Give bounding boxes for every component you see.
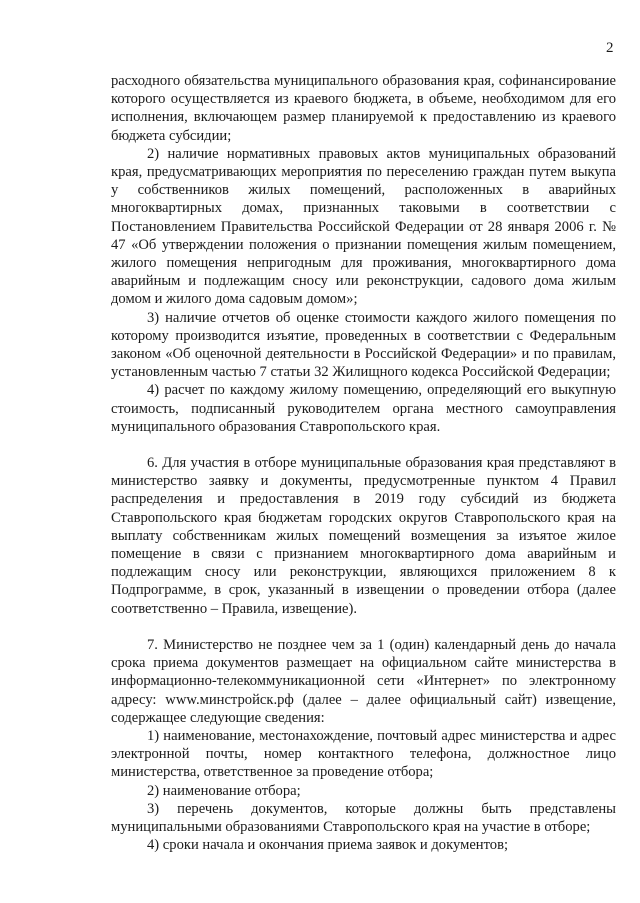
paragraph: 4) расчет по каждому жилому помещению, определяющий его выкупную стоимость, подписанный руководителем органа местного самоуправления муниципального образования Ставропольского края.: [111, 382, 616, 435]
paragraph: расходного обязательства муниципального образования края, софинансирование которого осуществляется из краевого бюджета, в объеме, необходимом для его исполнения, включающем размер планируемой к предоставлению из краевого бюджета субсидии;: [111, 73, 616, 144]
paragraph: 7. Министерство не позднее чем за 1 (один) календарный день до начала срока приема документов размещает на официальном сайте министерства в информационно-телекоммуникационной сети «Интернет» по электронному адресу: www.минстройск.рф (далее – далее официальный сайт) извещение, содержащее следующие сведения:: [111, 636, 616, 726]
paragraph: 6. Для участия в отборе муниципальные образования края представляют в министерство заявку и документы, предусмотренные пунктом 4 Правил распределения и предоставления в 2019 году субсидий из бюджета Ставропольского края бюджетам городских округов Ставропольского края на выплату собственникам жилых помещений возмещения за изъятое жилое помещение в связи с признанием многоквартирного дома аварийным и подлежащим сносу или реконструкции, являющихся приложением 8 к Подпрограмме, в срок, указанный в извещении о проведении отбора (далее соответственно – Правила, извещение).: [111, 455, 616, 617]
paragraph: 2) наличие нормативных правовых актов муниципальных образований края, предусматривающих мероприятия по переселению граждан путем выкупа у собственников жилых помещений, расположенных в аварийных многоквартирных домах, признанных таковыми в соответствии с Постановлением Правительства Российской Федерации от 28 января 2006 г. № 47 «Об утверждении положения о признании помещения жилым помещением, жилого помещения непригодным для проживания, многоквартирного дома аварийным и подлежащим сносу или реконструкции, садового дома жилым домом и жилого дома садовым домом»;: [111, 145, 616, 308]
document-body: [111, 72, 616, 854]
page-number: 2: [606, 40, 614, 56]
paragraph: 3) перечень документов, которые должны быть представлены муниципальными образованиями Ставропольского края на участие в отборе;: [111, 800, 616, 835]
paragraph: 2) наименование отбора;: [147, 782, 301, 799]
paragraph: 4) сроки начала и окончания приема заявок и документов;: [147, 837, 509, 854]
paragraph: 3) наличие отчетов об оценке стоимости каждого жилого помещения по которому производится изъятие, проведенных в соответствии с Федеральным законом «Об оценочной деятельности в Российской Федерации» и по правилам, установленным частью 7 статьи 32 Жилищного кодекса Российской Федерации;: [111, 309, 616, 381]
paragraph: 1) наименование, местонахождение, почтовый адрес министерства и адрес электронной почты, номер контактного телефона, должностное лицо министерства, ответственное за проведение отбора;: [111, 727, 616, 781]
